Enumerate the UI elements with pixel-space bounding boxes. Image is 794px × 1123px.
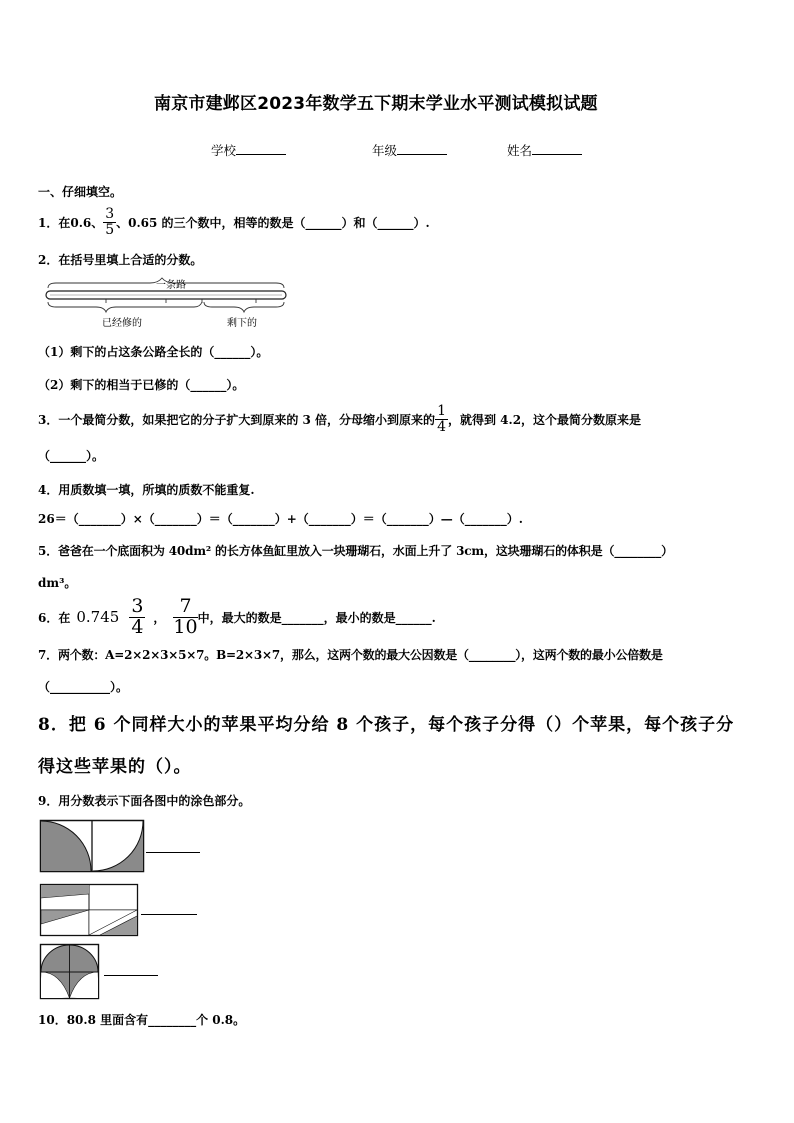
q1-prefix: 1．在0.6、 [38,215,104,230]
figure-1-answer-line[interactable] [146,852,200,853]
q6-separator: ， [153,610,166,625]
q6-suffix: 中，最大的数是_______，最小的数是______. [197,610,436,625]
q6-prefix: 6．在 [38,610,71,625]
name-field [507,141,582,159]
question-5: 5．爸爸在一个底面积为 40dm² 的长方体鱼缸里放入一块珊瑚石，水面上升了 3cm，这块珊瑚石的体积是（________） [38,544,673,558]
q6-fraction-2 [173,594,198,638]
grade-label: 年级 [372,143,398,158]
school-label: 学校 [211,143,237,158]
question-10: 10．80.8 里面含有________个 0.8。 [38,1013,246,1027]
question-3-line-2: （______）。 [38,449,105,463]
question-2: 2．在括号里填上合适的分数。 [38,253,203,267]
figure-triangles [40,884,138,936]
q3-prefix: 3．一个最简分数，如果把它的分子扩大到原来的 3 倍，分母缩小到原来的 [38,412,436,427]
question-2-sub-1: （1）剩下的占这条公路全长的（______）。 [38,345,269,359]
road-label-remaining: 剩下的 [227,318,257,329]
grade-blank[interactable] [397,154,447,155]
name-blank[interactable] [532,154,582,155]
grade-field [372,141,447,159]
road-label-built: 已经修的 [102,318,142,329]
q6-value: 0.745 [76,608,120,626]
q1-frac-numerator: 3 [105,205,115,222]
question-1 [38,202,430,242]
question-4: 4．用质数填一填，所填的质数不能重复. [38,483,255,497]
q1-frac-denominator: 5 [105,221,115,238]
question-7-line-2: （__________）。 [38,680,129,694]
q6-frac2-denominator: 10 [173,615,198,638]
school-field [211,141,286,159]
question-8-line-2: 得这些苹果的（）。 [38,757,192,777]
question-4-equation: 26＝（_______）×（_______）＝（_______）+（_______）＝（_______）—（_______）. [38,512,523,526]
question-2-sub-2: （2）剩下的相当于已修的（______）。 [38,378,245,392]
page-title: 南京市建邺区2023年数学五下期末学业水平测试模拟试题 [154,94,598,114]
figure-3-answer-line[interactable] [104,975,158,976]
q3-suffix: ，就得到 4.2，这个最简分数原来是 [447,412,642,427]
q6-frac2-numerator: 7 [173,597,197,618]
section-heading: 一、仔细填空。 [38,185,123,199]
question-5-line-2: dm³。 [38,576,77,590]
q3-fraction [435,404,448,434]
q6-fraction-1 [129,594,145,638]
q3-frac-denominator: 4 [437,418,446,435]
figure-quarter-circles [40,820,145,872]
q3-frac-numerator: 1 [437,402,446,419]
figure-semicircle [40,944,102,1000]
figure-2-answer-line[interactable] [141,914,197,915]
q1-suffix: 、0.65 的三个数中，相等的数是（______）和（______）. [116,215,430,230]
question-3 [38,399,641,439]
question-6 [38,594,436,638]
q6-frac1-denominator: 4 [131,615,144,638]
q6-frac1-numerator: 3 [131,594,144,617]
question-8: 8．把 6 个同样大小的苹果平均分给 8 个孩子，每个孩子分得（）个苹果，每个孩子分 [38,715,735,735]
q1-fraction [103,207,116,237]
road-label-total: 一条路 [156,280,186,291]
question-7: 7．两个数：A=2×2×3×5×7。B=2×3×7，那么，这两个数的最大公因数是（________），这两个数的最小公倍数是 [38,648,663,662]
question-9: 9．用分数表示下面各图中的涂色部分。 [38,794,251,808]
school-blank[interactable] [236,154,286,155]
name-label: 姓名 [507,143,533,158]
